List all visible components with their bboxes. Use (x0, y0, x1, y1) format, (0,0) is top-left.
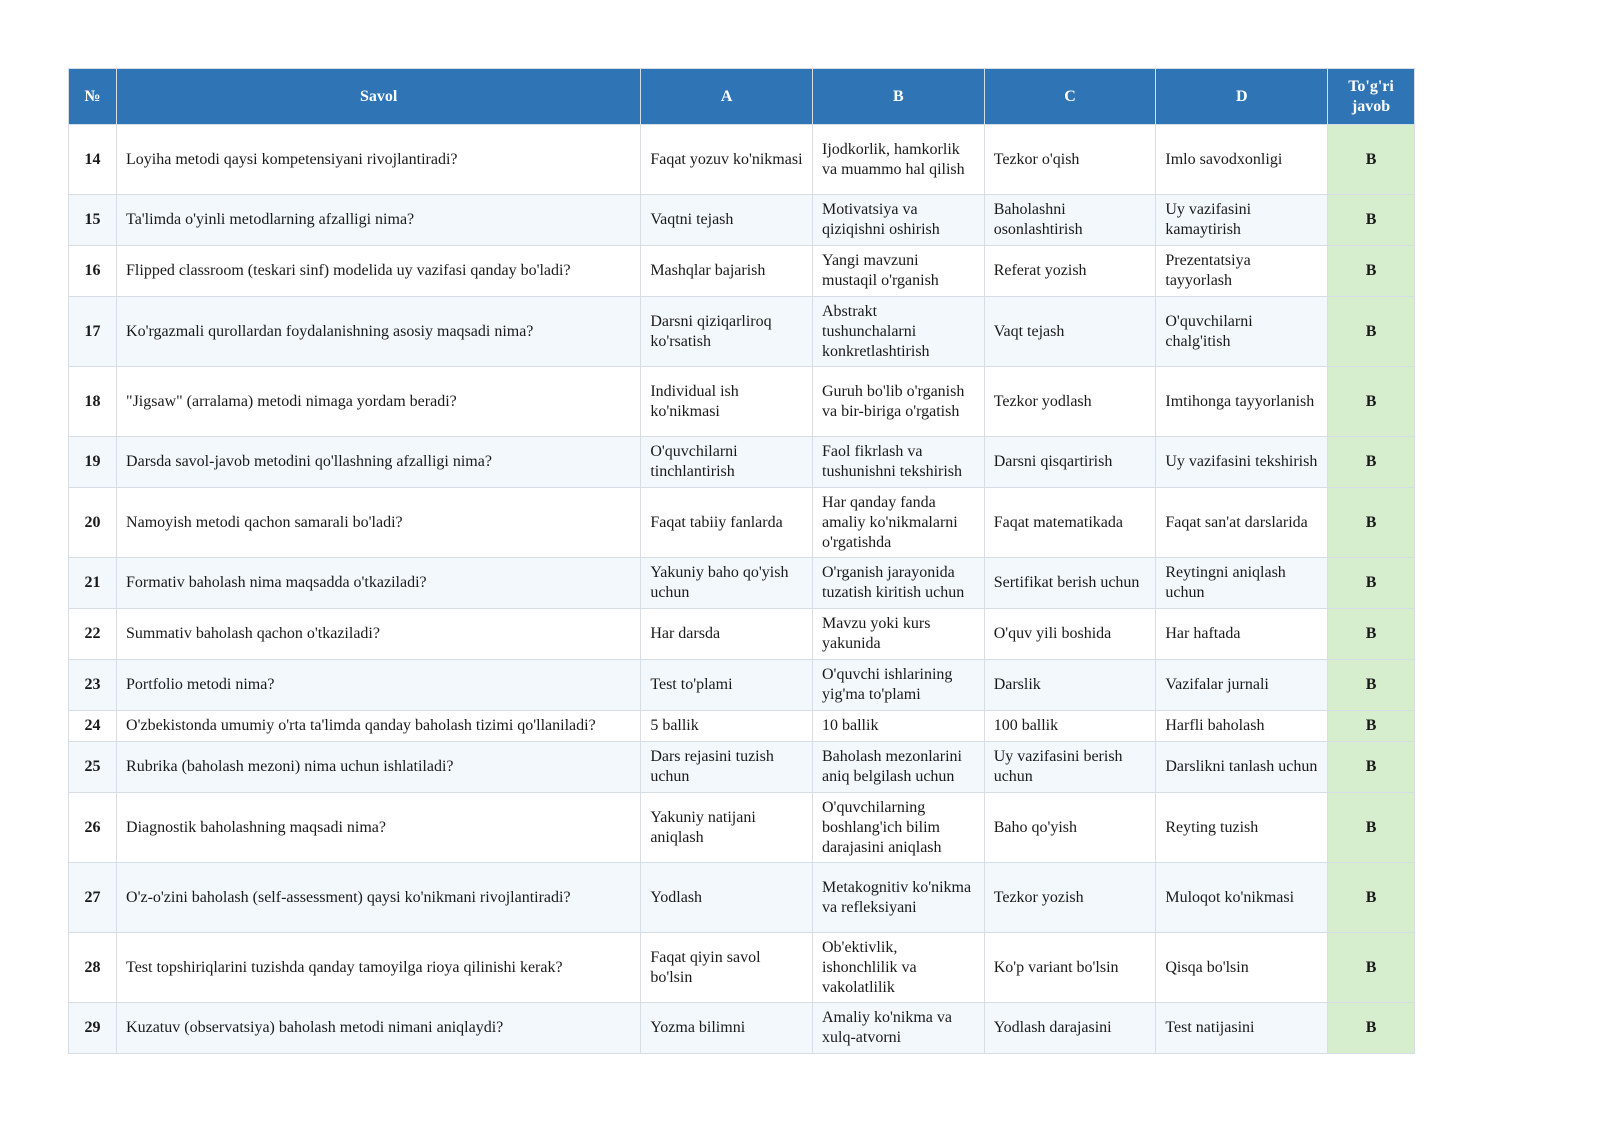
option-c: Yodlash darajasini (984, 1003, 1156, 1054)
question-text: Loyiha metodi qaysi kompetensiyani rivojlantiradi? (117, 125, 641, 195)
option-c: Sertifikat berish uchun (984, 558, 1156, 609)
question-text: Kuzatuv (observatsiya) baholash metodi nimani aniqlaydi? (117, 1003, 641, 1054)
question-number: 22 (69, 609, 117, 660)
option-d: Muloqot ko'nikmasi (1156, 863, 1328, 933)
correct-answer: B (1328, 558, 1415, 609)
table-row (69, 195, 1415, 246)
option-c: Vaqt tejash (984, 297, 1156, 367)
question-text: Test topshiriqlarini tuzishda qanday tamoyilga rioya qilinishi kerak? (117, 933, 641, 1003)
option-a: Yakuniy baho qo'yish uchun (641, 558, 813, 609)
correct-answer: B (1328, 195, 1415, 246)
question-number: 25 (69, 742, 117, 793)
option-b: O'quvchi ishlarining yig'ma to'plami (813, 660, 985, 711)
option-a: O'quvchilarni tinchlantirish (641, 437, 813, 488)
option-c: Darslik (984, 660, 1156, 711)
option-c: Uy vazifasini berish uchun (984, 742, 1156, 793)
correct-answer: B (1328, 1003, 1415, 1054)
table-row (69, 863, 1415, 933)
question-number: 18 (69, 367, 117, 437)
question-number: 24 (69, 711, 117, 742)
question-number: 29 (69, 1003, 117, 1054)
option-c: Baho qo'yish (984, 793, 1156, 863)
option-a: Yakuniy natijani aniqlash (641, 793, 813, 863)
table-row (69, 933, 1415, 1003)
quiz-table (68, 68, 1415, 1054)
question-number: 15 (69, 195, 117, 246)
header-option-a: A (641, 69, 813, 125)
header-option-b: B (813, 69, 985, 125)
option-a: Individual ish ko'nikmasi (641, 367, 813, 437)
correct-answer: B (1328, 933, 1415, 1003)
option-b: Faol fikrlash va tushunishni tekshirish (813, 437, 985, 488)
option-d: Imlo savodxonligi (1156, 125, 1328, 195)
option-d: Reyting tuzish (1156, 793, 1328, 863)
option-b: Motivatsiya va qiziqishni oshirish (813, 195, 985, 246)
option-d: Uy vazifasini tekshirish (1156, 437, 1328, 488)
option-a: Yodlash (641, 863, 813, 933)
option-d: Qisqa bo'lsin (1156, 933, 1328, 1003)
option-a: Faqat qiyin savol bo'lsin (641, 933, 813, 1003)
option-c: Tezkor yodlash (984, 367, 1156, 437)
question-number: 26 (69, 793, 117, 863)
option-c: Darsni qisqartirish (984, 437, 1156, 488)
correct-answer: B (1328, 660, 1415, 711)
option-b: Guruh bo'lib o'rganish va bir-biriga o'rgatish (813, 367, 985, 437)
option-b: O'quvchilarning boshlang'ich bilim darajasini aniqlash (813, 793, 985, 863)
question-number: 28 (69, 933, 117, 1003)
table-row (69, 558, 1415, 609)
header-row (69, 69, 1415, 125)
correct-answer: B (1328, 125, 1415, 195)
correct-answer: B (1328, 793, 1415, 863)
header-question: Savol (117, 69, 641, 125)
question-number: 14 (69, 125, 117, 195)
question-text: Portfolio metodi nima? (117, 660, 641, 711)
option-b: 10 ballik (813, 711, 985, 742)
option-b: Metakognitiv ko'nikma va refleksiyani (813, 863, 985, 933)
question-text: Namoyish metodi qachon samarali bo'ladi? (117, 488, 641, 558)
option-c: Referat yozish (984, 246, 1156, 297)
correct-answer: B (1328, 488, 1415, 558)
option-a: Faqat tabiiy fanlarda (641, 488, 813, 558)
question-text: Flipped classroom (teskari sinf) modelida uy vazifasi qanday bo'ladi? (117, 246, 641, 297)
option-d: O'quvchilarni chalg'itish (1156, 297, 1328, 367)
header-option-c: C (984, 69, 1156, 125)
question-text: O'zbekistonda umumiy o'rta ta'limda qanday baholash tizimi qo'llaniladi? (117, 711, 641, 742)
question-number: 19 (69, 437, 117, 488)
question-number: 20 (69, 488, 117, 558)
question-text: Darsda savol-javob metodini qo'llashning afzalligi nima? (117, 437, 641, 488)
question-text: O'z-o'zini baholash (self-assessment) qaysi ko'nikmani rivojlantiradi? (117, 863, 641, 933)
option-c: 100 ballik (984, 711, 1156, 742)
option-b: O'rganish jarayonida tuzatish kiritish uchun (813, 558, 985, 609)
option-d: Darslikni tanlash uchun (1156, 742, 1328, 793)
option-b: Ob'ektivlik, ishonchlilik va vakolatlilik (813, 933, 985, 1003)
option-b: Har qanday fanda amaliy ko'nikmalarni o'rgatishda (813, 488, 985, 558)
option-d: Test natijasini (1156, 1003, 1328, 1054)
option-b: Ijodkorlik, hamkorlik va muammo hal qilish (813, 125, 985, 195)
option-b: Mavzu yoki kurs yakunida (813, 609, 985, 660)
option-d: Prezentatsiya tayyorlash (1156, 246, 1328, 297)
option-a: Test to'plami (641, 660, 813, 711)
option-c: O'quv yili boshida (984, 609, 1156, 660)
option-a: Mashqlar bajarish (641, 246, 813, 297)
option-b: Abstrakt tushunchalarni konkretlashtirish (813, 297, 985, 367)
option-a: Darsni qiziqarliroq ko'rsatish (641, 297, 813, 367)
question-number: 17 (69, 297, 117, 367)
option-a: Yozma bilimni (641, 1003, 813, 1054)
option-a: Vaqtni tejash (641, 195, 813, 246)
question-text: Rubrika (baholash mezoni) nima uchun ishlatiladi? (117, 742, 641, 793)
table-row (69, 488, 1415, 558)
option-d: Harfli baholash (1156, 711, 1328, 742)
table-row (69, 437, 1415, 488)
correct-answer: B (1328, 609, 1415, 660)
option-c: Ko'p variant bo'lsin (984, 933, 1156, 1003)
option-a: 5 ballik (641, 711, 813, 742)
table-row (69, 711, 1415, 742)
option-a: Har darsda (641, 609, 813, 660)
option-b: Baholash mezonlarini aniq belgilash uchun (813, 742, 985, 793)
option-c: Tezkor o'qish (984, 125, 1156, 195)
correct-answer: B (1328, 437, 1415, 488)
question-number: 21 (69, 558, 117, 609)
option-d: Uy vazifasini kamaytirish (1156, 195, 1328, 246)
table-row (69, 367, 1415, 437)
question-number: 16 (69, 246, 117, 297)
correct-answer: B (1328, 742, 1415, 793)
option-c: Faqat matematikada (984, 488, 1156, 558)
question-text: Diagnostik baholashning maqsadi nima? (117, 793, 641, 863)
question-number: 27 (69, 863, 117, 933)
correct-answer: B (1328, 711, 1415, 742)
question-text: Ko'rgazmali qurollardan foydalanishning asosiy maqsadi nima? (117, 297, 641, 367)
option-b: Amaliy ko'nikma va xulq-atvorni (813, 1003, 985, 1054)
header-option-d: D (1156, 69, 1328, 125)
option-d: Har haftada (1156, 609, 1328, 660)
question-text: Ta'limda o'yinli metodlarning afzalligi nima? (117, 195, 641, 246)
table-row (69, 742, 1415, 793)
table-row (69, 297, 1415, 367)
header-num: № (69, 69, 117, 125)
correct-answer: B (1328, 367, 1415, 437)
header-correct-answer: To'g'ri javob (1328, 69, 1415, 125)
option-d: Vazifalar jurnali (1156, 660, 1328, 711)
question-text: Formativ baholash nima maqsadda o'tkaziladi? (117, 558, 641, 609)
table-row (69, 660, 1415, 711)
option-a: Dars rejasini tuzish uchun (641, 742, 813, 793)
correct-answer: B (1328, 863, 1415, 933)
option-a: Faqat yozuv ko'nikmasi (641, 125, 813, 195)
table-row (69, 125, 1415, 195)
question-text: Summativ baholash qachon o'tkaziladi? (117, 609, 641, 660)
table-row (69, 793, 1415, 863)
table-row (69, 609, 1415, 660)
option-d: Faqat san'at darslarida (1156, 488, 1328, 558)
question-text: "Jigsaw" (arralama) metodi nimaga yordam beradi? (117, 367, 641, 437)
option-b: Yangi mavzuni mustaqil o'rganish (813, 246, 985, 297)
option-d: Imtihonga tayyorlanish (1156, 367, 1328, 437)
option-d: Reytingni aniqlash uchun (1156, 558, 1328, 609)
question-number: 23 (69, 660, 117, 711)
option-c: Baholashni osonlashtirish (984, 195, 1156, 246)
correct-answer: B (1328, 297, 1415, 367)
table-row (69, 1003, 1415, 1054)
correct-answer: B (1328, 246, 1415, 297)
table-row (69, 246, 1415, 297)
option-c: Tezkor yozish (984, 863, 1156, 933)
